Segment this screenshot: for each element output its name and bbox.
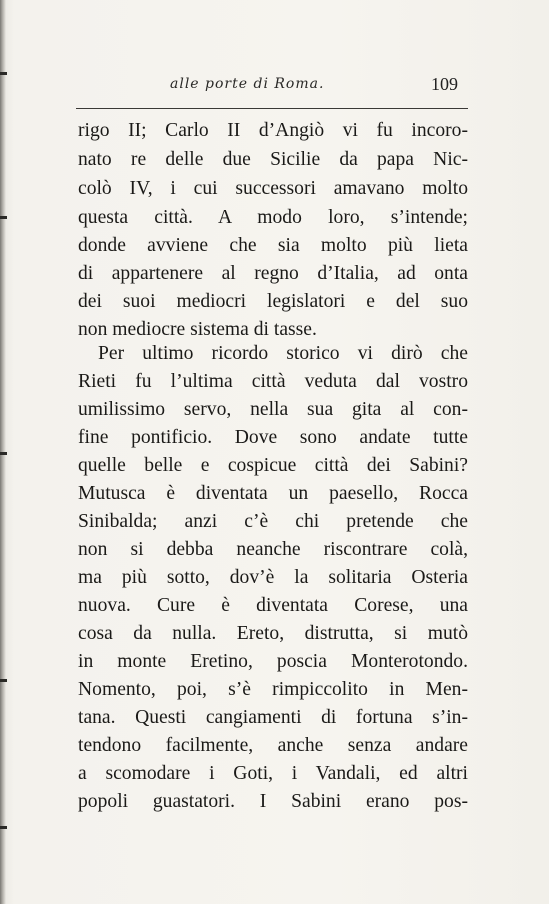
running-head: alle porte di Roma. bbox=[170, 76, 325, 92]
text-line: cosa da nulla. Ereto, distrutta, si mutò bbox=[78, 623, 468, 644]
text-line: Rieti fu l’ultima città veduta dal vostro bbox=[78, 371, 468, 392]
text-line: Per ultimo ricordo storico vi dirò che bbox=[98, 343, 468, 364]
text-line: nato re delle due Sicilie da papa Nic- bbox=[78, 149, 468, 170]
text-line: Nomento, poi, s’è rimpiccolito in Men- bbox=[78, 679, 468, 700]
text-line: Sinibalda; anzi c’è chi pretende che bbox=[78, 511, 468, 532]
text-line: tendono facilmente, anche senza andare bbox=[78, 735, 468, 756]
text-line: umilissimo servo, nella sua gita al con- bbox=[78, 399, 468, 420]
text-line: donde avviene che sia molto più lieta bbox=[78, 235, 468, 256]
text-line: ma più sotto, dov’è la solitaria Osteria bbox=[78, 567, 468, 588]
page-number: 109 bbox=[431, 74, 458, 94]
text-line: non si debba neanche riscontrare colà, bbox=[78, 539, 468, 560]
text-line: a scomodare i Goti, i Vandali, ed altri bbox=[78, 763, 468, 784]
text-line: quelle belle e cospicue città dei Sabini? bbox=[78, 455, 468, 476]
text-line: rigo II; Carlo II d’Angiò vi fu incoro- bbox=[78, 120, 468, 141]
text-line: di appartenere al regno d’Italia, ad onta bbox=[78, 263, 468, 284]
text-line: Mutusca è diventata un paesello, Rocca bbox=[78, 483, 468, 504]
text-line: popoli guastatori. I Sabini erano pos- bbox=[78, 791, 468, 812]
text-line: tana. Questi cangiamenti di fortuna s’in- bbox=[78, 707, 468, 728]
text-line: non mediocre sistema di tasse. bbox=[78, 319, 317, 340]
text-line: in monte Eretino, poscia Monterotondo. bbox=[78, 651, 468, 672]
text-line: nuova. Cure è diventata Corese, una bbox=[78, 595, 468, 616]
text-line: dei suoi mediocri legislatori e del suo bbox=[78, 291, 468, 312]
text-line: fine pontificio. Dove sono andate tutte bbox=[78, 427, 468, 448]
text-line: questa città. A modo loro, s’intende; bbox=[78, 207, 468, 228]
text-line: colò IV, i cui successori amavano molto bbox=[78, 178, 468, 199]
